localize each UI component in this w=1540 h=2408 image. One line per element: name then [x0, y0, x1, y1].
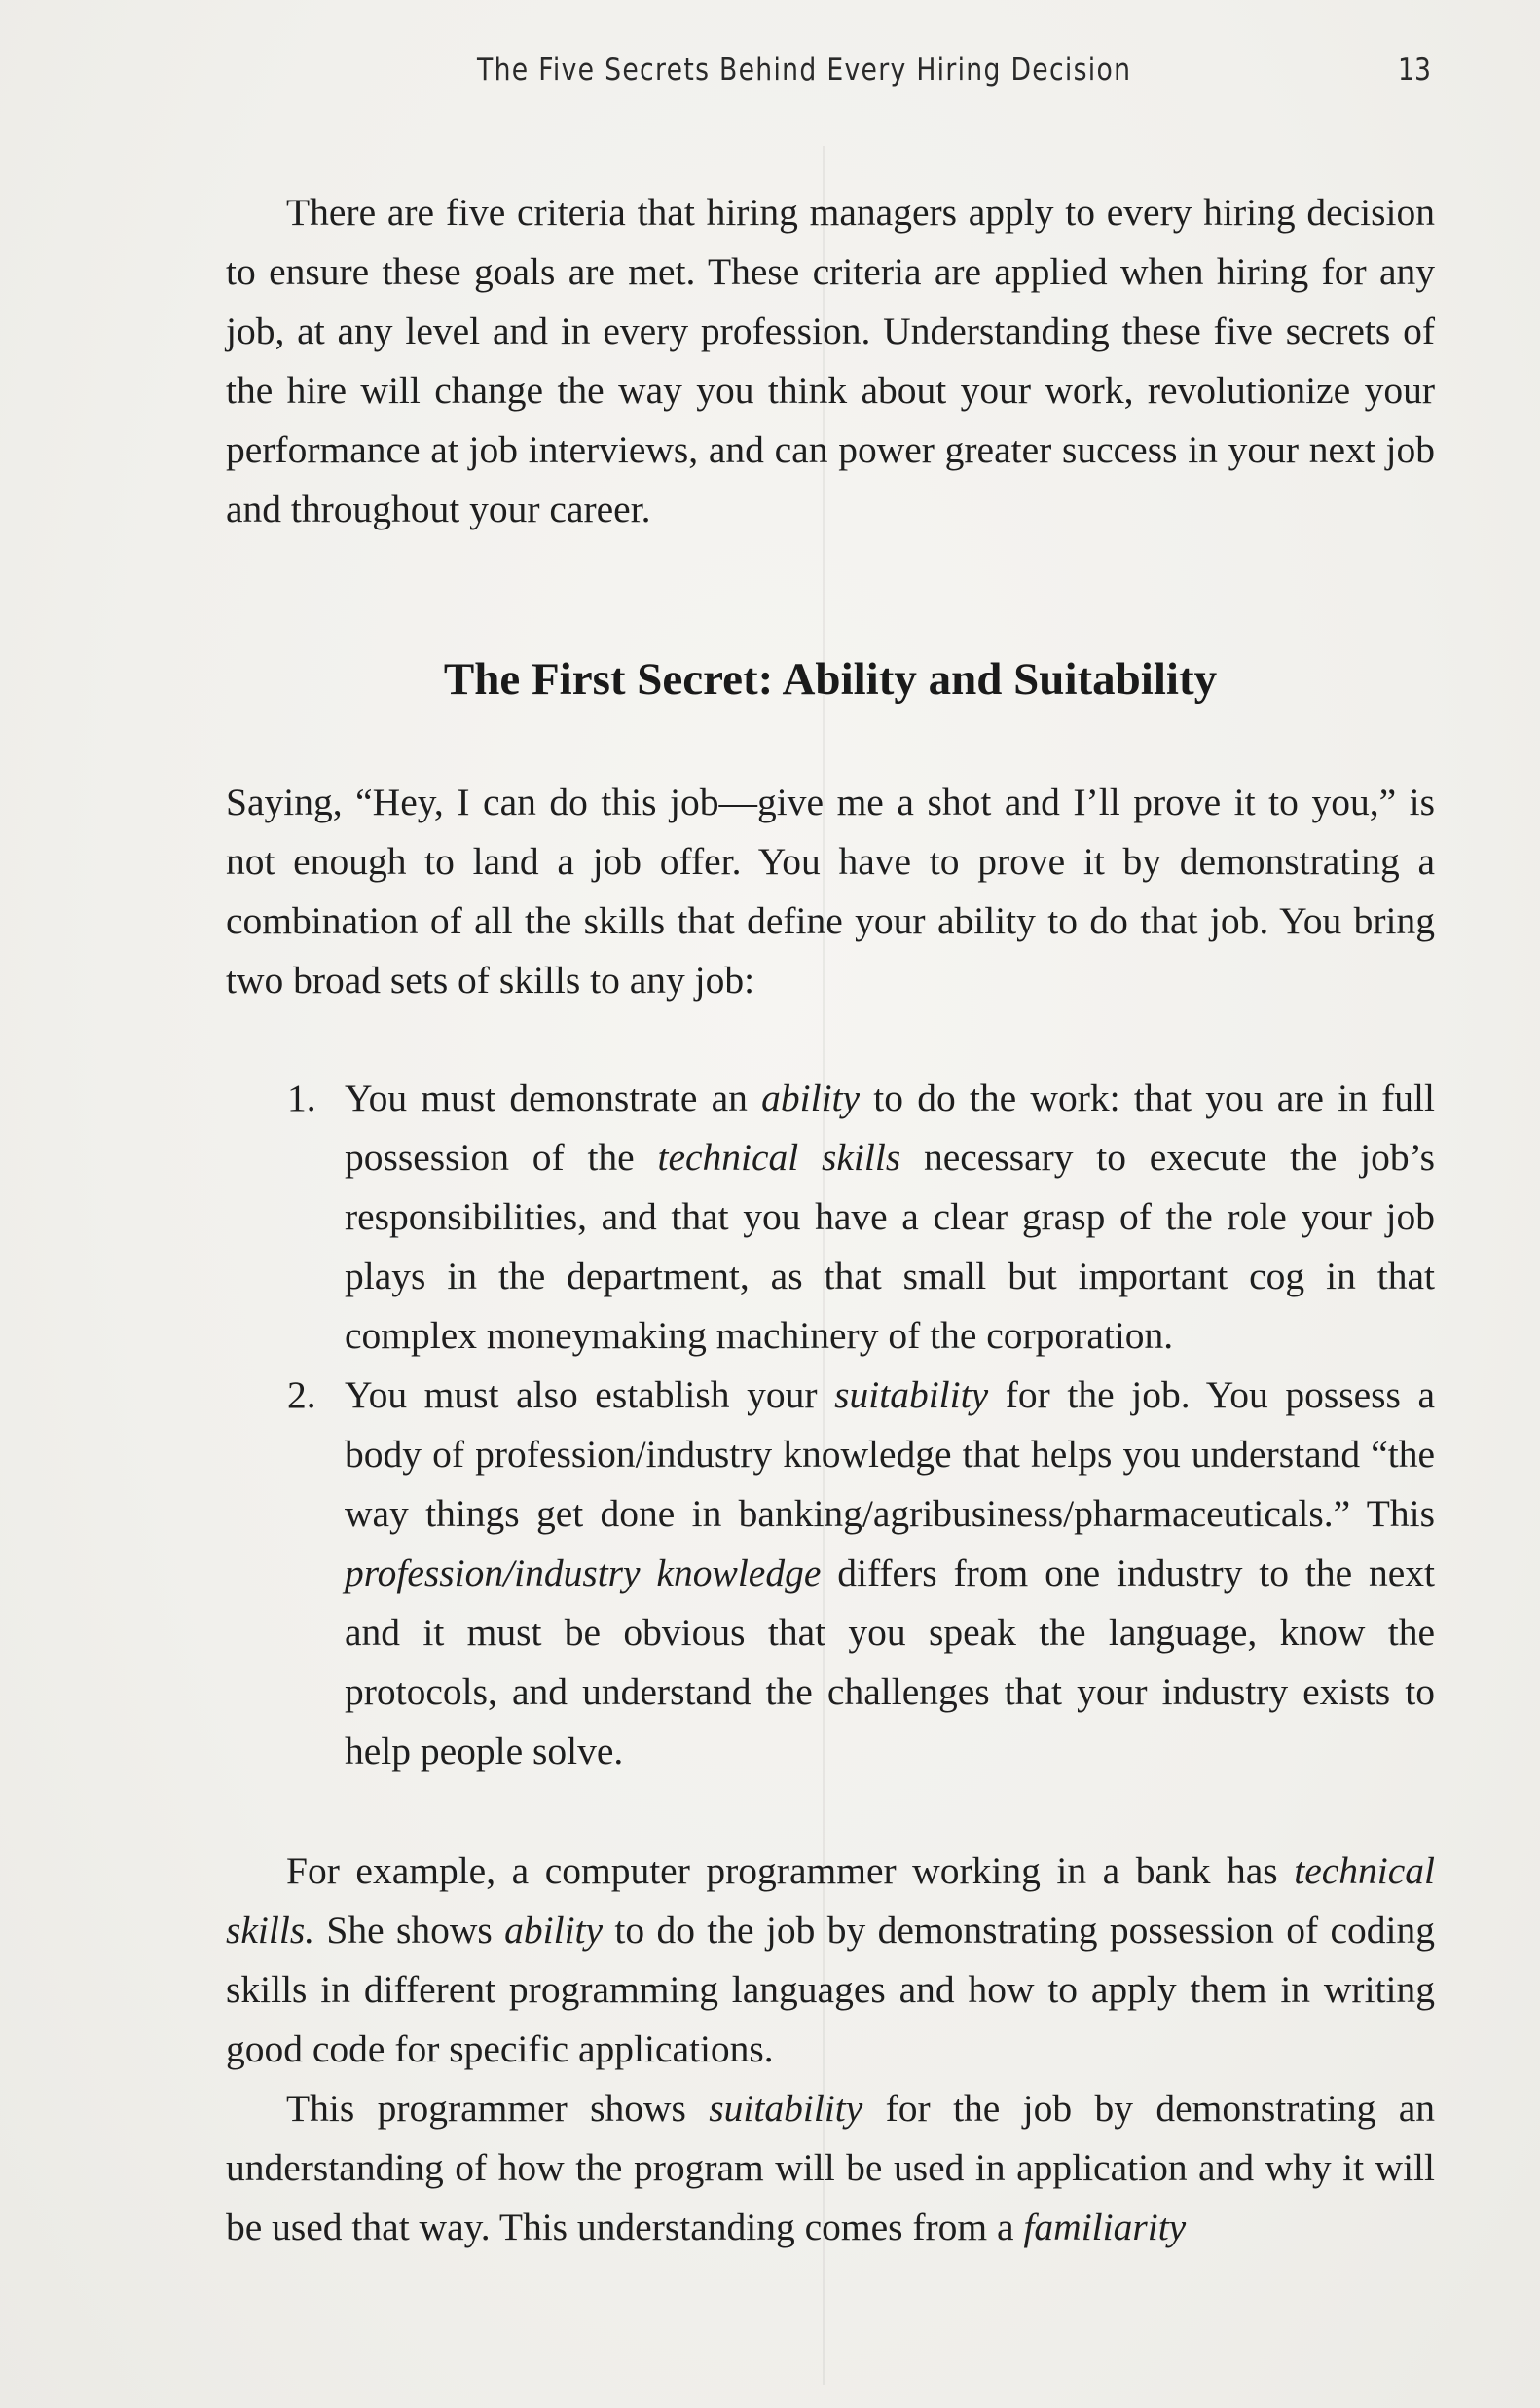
page-number: 13 [1398, 53, 1431, 88]
example-paragraphs [226, 1842, 1435, 2257]
list-text: differs from one industry to the next and it must be obvious that you speak the language, know the protocols, and understand the challenges that your industry exists to help people solve. [345, 1551, 1435, 1772]
list-emphasis: suitability [834, 1373, 989, 1416]
paragraph-text: For example, a computer programmer working in a bank has [286, 1849, 1295, 1892]
list-text: necessary to execute the job’s responsibilities, and that you have a clear grasp of the role your job plays in the department, as that small but important cog in that complex moneymaking machinery of the corporation. [345, 1136, 1436, 1357]
paragraph-text: This programmer shows [286, 2087, 710, 2130]
list-emphasis: ability [761, 1076, 861, 1119]
saying-paragraph: Saying, “Hey, I can do this job—give me a shot and I’ll prove it to you,” is not enough to land a job offer. You have to prove it by demonstrating a combination of all the skills that define your ability to do that job. You bring two broad sets of skills to any job: [226, 781, 1435, 1002]
list-text: for the job. You possess a body of profession/industry knowledge that helps you understand “the way things get done in banking/agribusiness/pharmaceuticals.” This [345, 1373, 1435, 1535]
list-text: You must demonstrate an [345, 1076, 762, 1119]
paragraph-emphasis: suitability [709, 2087, 863, 2130]
list-number: 2. [287, 1373, 316, 1416]
paragraph-text: She shows [314, 1909, 505, 1952]
list-emphasis: profession/industry knowledge [345, 1551, 822, 1594]
paragraph-emphasis: ability [504, 1909, 604, 1952]
example-paragraph [226, 1842, 1435, 2079]
intro-paragraph: There are five criteria that hiring managers apply to every hiring decision to ensure these goals are met. These criteria are applied when hiring for any job, at any level and in every profession. Understanding these five secrets of the hire will change the way you think about your work, revolutionize your performance at job interviews, and can power greater success in your next job and throughout your career. [226, 191, 1435, 530]
skills-list [226, 1069, 1435, 1781]
running-header [0, 49, 1540, 97]
list-item [226, 1069, 1435, 1366]
paragraph-text: for the job by demonstrating an understanding of how the program will be used in application and why it will be used that way. This understanding comes from a [226, 2087, 1436, 2248]
paragraph-emphasis: technical skills. [226, 1849, 1435, 1952]
suitability-paragraph [226, 2079, 1435, 2257]
section-heading: The First Secret: Ability and Suitability [443, 654, 1218, 705]
list-number: 1. [287, 1076, 316, 1119]
list-emphasis: technical skills [657, 1136, 901, 1179]
list-item [226, 1366, 1435, 1781]
paragraph-emphasis: familiarity [1023, 2206, 1187, 2248]
running-title: The Five Secrets Behind Every Hiring Decision [477, 53, 1132, 88]
paragraph-text: to do the job by demonstrating possession of coding skills in different programming languages and how to apply them in writing good code for specific applications. [226, 1909, 1435, 2070]
list-text: to do the work: that you are in full possession of the [345, 1076, 1435, 1179]
list-text: You must also establish your [345, 1373, 835, 1416]
